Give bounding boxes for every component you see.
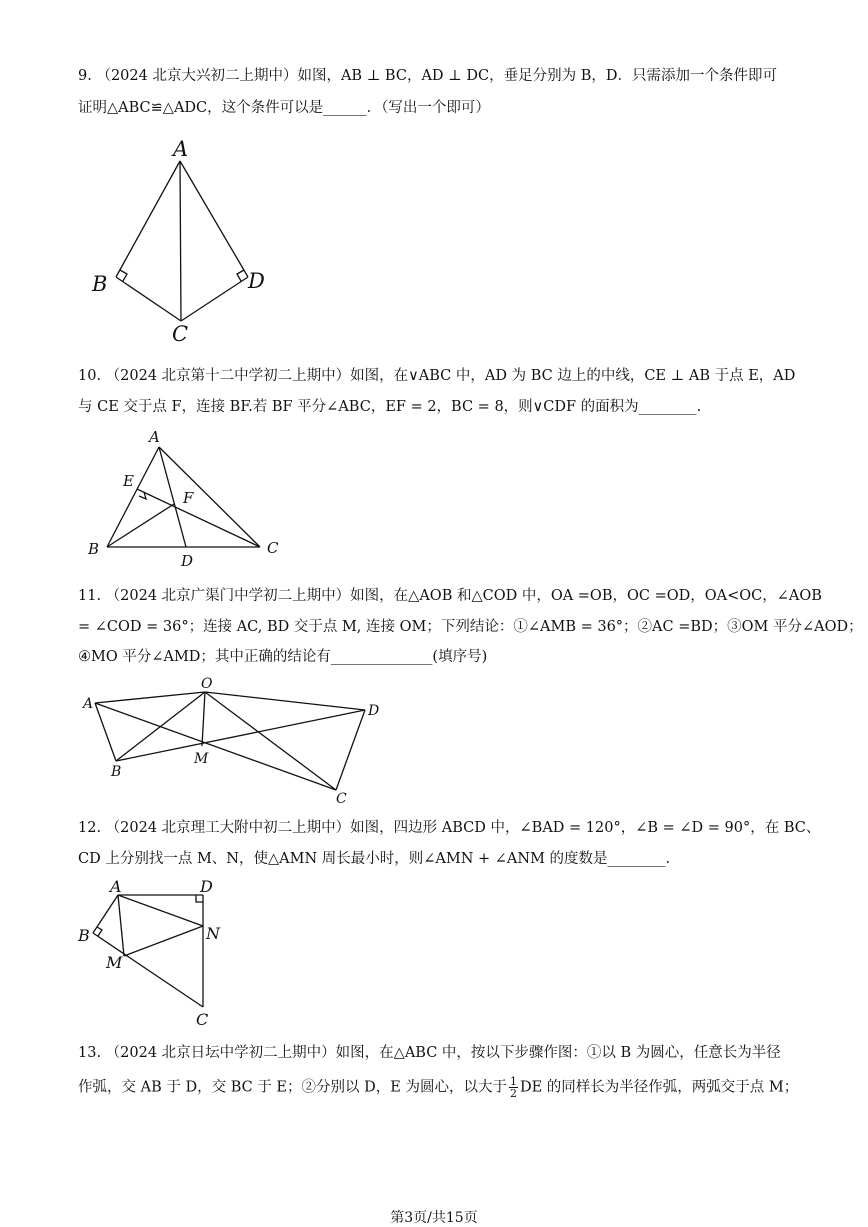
right-angle-mark-d [237, 270, 244, 281]
label-c: C [196, 1010, 209, 1029]
q9-text-line1: 9. （2024 北京大兴初二上期中）如图，AB ⊥ BC，AD ⊥ DC，垂足分别为 B，D．只需添加一个条件即可 [78, 68, 778, 84]
segment-ab [116, 161, 180, 277]
q13-text-line2-part2: DE 的同样长为半径作弧，两弧交于点 M； [519, 1079, 799, 1096]
label-d: D [200, 877, 213, 896]
page-footer: 第3页/共15页 [390, 1210, 478, 1226]
segment-ao [95, 692, 205, 703]
label-b: B [88, 540, 100, 558]
q12-text-line2: CD 上分别找一点 M、N，使△AMN 周长最小时，则∠AMN + ∠ANM 的度数是________. [78, 851, 671, 867]
q11-text-line1: 11. （2024 北京广渠门中学初二上期中）如图，在△AOB 和△COD 中，OA =OB，OC =OD，OA<OC，∠AOB [78, 588, 822, 604]
label-a: A [83, 696, 94, 712]
q10-figure [80, 425, 290, 570]
label-a: A [110, 877, 122, 896]
q11-figure [78, 675, 388, 810]
right-angle-mark-b [97, 927, 102, 936]
label-a: A [149, 428, 160, 446]
segment-ab [93, 895, 118, 933]
segment-ac [95, 703, 336, 790]
q10-text-line2: 与 CE 交于点 F，连接 BF.若 BF 平分∠ABC，EF = 2，BC = 8，则∨CDF 的面积为________. [78, 399, 702, 415]
segment-an [118, 895, 203, 926]
segment-oc [205, 692, 336, 790]
segment-bd [116, 710, 365, 761]
segment-ab [107, 447, 159, 547]
q10-text-line1: 10. （2024 北京第十二中学初二上期中）如图，在∨ABC 中，AD 为 BC 边上的中线，CE ⊥ AB 于点 E，AD [78, 368, 796, 384]
label-a: A [173, 137, 189, 161]
right-angle-mark-b [120, 270, 127, 281]
segment-dc [181, 277, 248, 321]
segment-ce [137, 489, 260, 547]
segment-dc [336, 710, 365, 790]
segment-ad [180, 161, 248, 277]
segment-ac [159, 447, 260, 547]
segment-ab [95, 703, 116, 761]
label-b: B [78, 926, 90, 945]
label-n: N [206, 924, 220, 943]
label-d: D [181, 552, 194, 570]
label-m: M [106, 953, 123, 972]
label-c: C [336, 791, 347, 807]
segment-mn [124, 926, 203, 956]
label-m: M [194, 751, 209, 767]
segment-od [205, 692, 365, 710]
label-d: D [248, 269, 265, 293]
label-c: C [172, 322, 189, 346]
segment-om [202, 692, 205, 746]
label-e: E [123, 472, 134, 490]
segment-bc [116, 277, 181, 321]
right-angle-mark-d [196, 895, 203, 902]
fraction-one-half [509, 1076, 518, 1099]
q9-figure [80, 135, 280, 350]
segment-ad [159, 447, 186, 547]
q13-text-line2 [78, 1076, 798, 1099]
q12-text-line1: 12. （2024 北京理工大附中初二上期中）如图，四边形 ABCD 中，∠BAD = 120°，∠B = ∠D = 90°，在 BC、 [78, 820, 821, 836]
right-angle-mark-e [139, 492, 146, 499]
q11-text-line3: ④MO 平分∠AMD；其中正确的结论有______________(填序号) [78, 649, 488, 665]
segment-ac [180, 161, 181, 321]
label-b: B [111, 764, 122, 780]
label-b: B [92, 272, 108, 296]
label-c: C [267, 539, 279, 557]
fraction-denominator: 2 [509, 1087, 517, 1100]
segment-am [118, 895, 124, 956]
q13-text-line2-part1: 作弧，交 AB 于 D，交 BC 于 E；②分别以 D，E 为圆心，以大于 [78, 1079, 507, 1096]
label-f: F [183, 489, 194, 507]
q9-text-line2: 证明△ABC≌△ADC，这个条件可以是______．（写出一个即可） [78, 100, 490, 116]
fraction-numerator: 1 [509, 1075, 517, 1088]
q13-text-line1: 13. （2024 北京日坛中学初二上期中）如图，在△ABC 中，按以下步骤作图：①以 B 为圆心，任意长为半径 [78, 1045, 781, 1061]
label-d: D [368, 703, 380, 719]
label-o: O [201, 676, 213, 692]
q12-figure [76, 876, 226, 1031]
segment-bf [107, 504, 174, 547]
q11-text-line2: = ∠COD = 36°；连接 AC, BD 交于点 M, 连接 OM；下列结论：①∠AMB = 36°；②AC =BD；③OM 平分∠AOD； [78, 619, 863, 635]
